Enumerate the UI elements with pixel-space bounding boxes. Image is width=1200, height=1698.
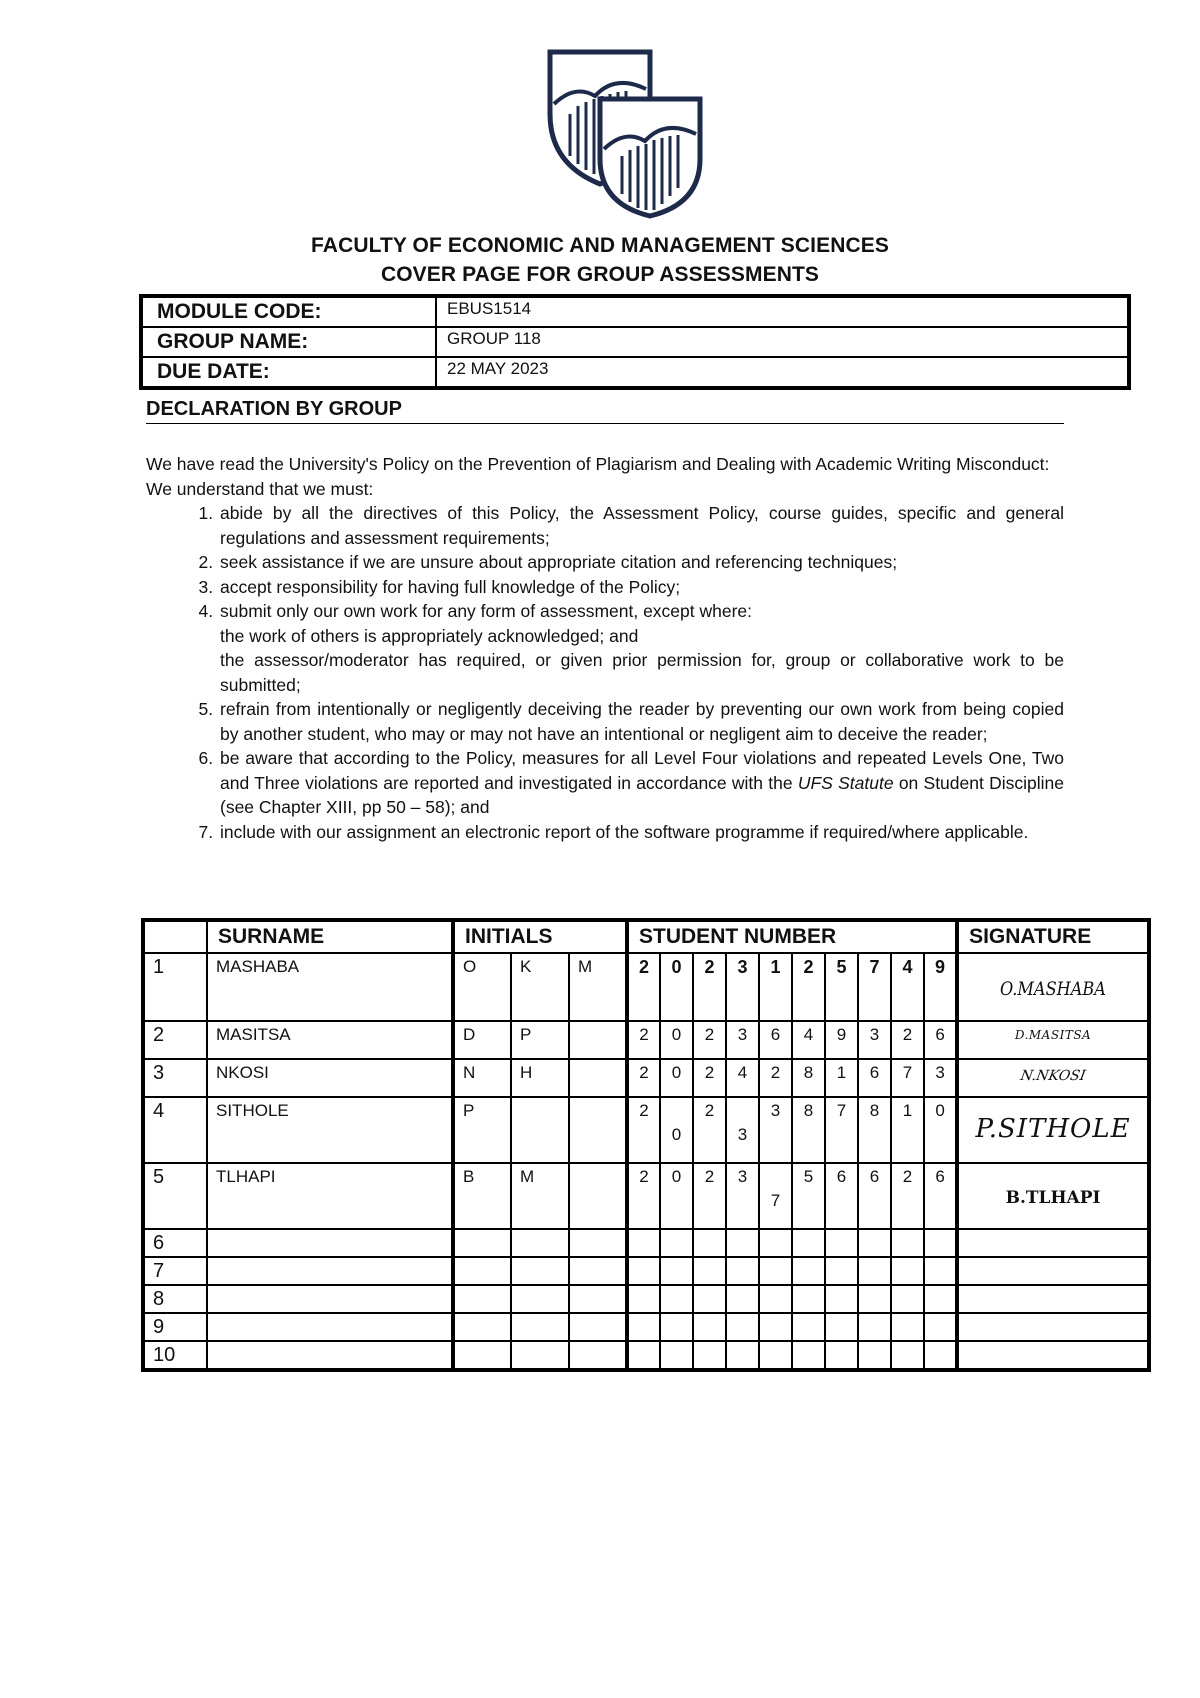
declaration-item-5: 5. refrain from intentionally or negligently deceiving the reader by preventing our own work from being copied by another student, who may or may not have an intentional or negligent aim to deceive the reader; [218,697,1064,746]
surname-cell: TLHAPI [207,1163,453,1229]
group-name-value: GROUP 118 [436,327,1129,357]
row-number: 1 [143,953,207,1021]
due-date-label: DUE DATE: [141,357,436,388]
empty-row [143,1285,1149,1313]
declaration-lead: We understand that we must: [146,478,374,499]
module-code-value: EBUS1514 [436,296,1129,327]
signature-cell [957,1163,1149,1229]
digit-cell: 0 [660,953,693,1021]
digit-cell: 2 [693,1163,726,1229]
row-number: 7 [143,1257,207,1285]
signature: N.NKOSI [1019,1068,1087,1084]
digit-cell: 7 [825,1097,858,1163]
digit-cell: 6 [825,1163,858,1229]
table-row [143,1097,1149,1163]
initial-cell [511,1097,569,1163]
digit-cell: 1 [891,1097,924,1163]
initial-cell [569,1097,627,1163]
initial-cell [569,1021,627,1059]
header-initials: INITIALS [453,920,627,953]
table-row [143,1163,1149,1229]
digit-cell: 2 [693,1021,726,1059]
digit-cell: 0 [660,1021,693,1059]
digit-cell: 0 [924,1097,957,1163]
declaration-item-7: 7. include with our assignment an electronic report of the software programme if required/where applicable. [218,820,1064,845]
digit-cell: 4 [792,1021,825,1059]
digit-cell: 2 [627,1059,660,1097]
digit-cell: 1 [759,953,792,1021]
digit-cell: 3 [726,1163,759,1229]
initial-cell: O [453,953,511,1021]
initial-cell: M [569,953,627,1021]
digit-cell: 3 [858,1021,891,1059]
digit-cell: 2 [693,1059,726,1097]
row-number: 3 [143,1059,207,1097]
digit-cell: 5 [792,1163,825,1229]
declaration-item-6 [218,746,1064,820]
ufs-statute-text: UFS Statute [797,772,894,793]
declaration-item-1: 1. abide by all the directives of this Policy, the Assessment Policy, course guides, specific and general regulations and assessment requirements; [218,501,1064,550]
initial-cell: B [453,1163,511,1229]
declaration-item-6-text: be aware that according to the Policy, measures for all Level Four violations and repeated Levels One, Two and Three violations are reported and investigated in accordance with the [220,748,1064,793]
digit-cell: 1 [825,1059,858,1097]
digit-cell: 8 [792,1097,825,1163]
initial-cell: D [453,1021,511,1059]
digit-cell: 4 [726,1059,759,1097]
surname-cell: NKOSI [207,1059,453,1097]
declaration-body [146,452,1064,844]
digit-cell [660,1097,693,1163]
header-signature: SIGNATURE [957,920,1149,953]
digit-cell: 9 [825,1021,858,1059]
group-members-table [141,918,1151,1372]
initial-cell: P [453,1097,511,1163]
digit-cell: 2 [693,953,726,1021]
digit-cell: 2 [627,1097,660,1163]
digit-cell: 3 [726,953,759,1021]
module-code-label: MODULE CODE: [141,296,436,327]
initial-cell [569,1163,627,1229]
empty-row [143,1341,1149,1370]
initial-cell: P [511,1021,569,1059]
declaration-item-6-rest: on Student Discipline (see Chapter XIII, pp 50 – 58); and [220,772,1064,817]
digit-cell: 2 [792,953,825,1021]
empty-row [143,1313,1149,1341]
header-number [143,920,207,953]
declaration-item-4-sub-2: the assessor/moderator has required, or given prior permission for, group or collaborative work to be submitted; [220,650,1064,695]
digit-cell: 4 [891,953,924,1021]
faculty-title: FACULTY OF ECONOMIC AND MANAGEMENT SCIENCES [311,234,889,257]
initial-cell: K [511,953,569,1021]
initial-cell: M [511,1163,569,1229]
surname-cell: SITHOLE [207,1097,453,1163]
signature: B.TLHAPI [1005,1188,1101,1208]
digit-cell [759,1163,792,1229]
digit-cell: 3 [759,1097,792,1163]
declaration-intro: We have read the University's Policy on the Prevention of Plagiarism and Dealing with Academic Writing Misconduct: [146,454,1050,474]
digit-value: 0 [671,1125,682,1144]
signature: P.SITHOLE [975,1114,1131,1144]
row-number: 6 [143,1229,207,1257]
university-crest-logo [540,44,710,219]
group-name-label: GROUP NAME: [141,327,436,357]
signature-cell [957,1097,1149,1163]
digit-cell: 0 [660,1059,693,1097]
empty-row [143,1229,1149,1257]
row-number: 5 [143,1163,207,1229]
digit-cell: 6 [858,1059,891,1097]
signature-cell [957,1021,1149,1059]
digit-cell [726,1097,759,1163]
digit-cell: 2 [627,953,660,1021]
empty-row [143,1257,1149,1285]
surname-cell: MASITSA [207,1021,453,1059]
table-row [143,1021,1149,1059]
declaration-list [146,501,1064,844]
header-student-number: STUDENT NUMBER [627,920,957,953]
signature-cell [957,953,1149,1021]
row-number: 4 [143,1097,207,1163]
due-date-value: 22 MAY 2023 [436,357,1129,388]
digit-cell: 6 [924,1163,957,1229]
declaration-item-4 [218,599,1064,697]
digit-cell: 8 [792,1059,825,1097]
module-info-table [139,294,1131,390]
signature-cell [957,1059,1149,1097]
digit-cell: 7 [858,953,891,1021]
digit-cell: 2 [627,1021,660,1059]
digit-cell: 3 [924,1059,957,1097]
digit-cell: 5 [825,953,858,1021]
digit-cell: 2 [693,1097,726,1163]
surname-cell: MASHABA [207,953,453,1021]
initial-cell: H [511,1059,569,1097]
digit-value: 7 [770,1191,781,1210]
cover-page-title: COVER PAGE FOR GROUP ASSESSMENTS [380,263,820,286]
digit-cell: 6 [759,1021,792,1059]
digit-cell: 6 [858,1163,891,1229]
header-surname: SURNAME [207,920,453,953]
row-number: 2 [143,1021,207,1059]
digit-cell: 0 [660,1163,693,1229]
initial-cell [569,1059,627,1097]
declaration-item-2: 2. seek assistance if we are unsure about appropriate citation and referencing techniques; [218,550,1064,575]
row-number: 8 [143,1285,207,1313]
digit-value: 3 [737,1125,748,1144]
initial-cell: N [453,1059,511,1097]
table-row [143,1059,1149,1097]
digit-cell: 2 [891,1163,924,1229]
digit-cell: 8 [858,1097,891,1163]
row-number: 10 [143,1341,207,1370]
declaration-heading: DECLARATION BY GROUP [146,398,1064,424]
declaration-item-3: 3. accept responsibility for having full knowledge of the Policy; [218,575,1064,600]
declaration-item-4-sub-1: the work of others is appropriately acknowledged; and [220,625,639,646]
digit-cell: 2 [759,1059,792,1097]
signature: D.MASITSA [1014,1028,1092,1042]
digit-cell: 9 [924,953,957,1021]
declaration-item-4-text: submit only our own work for any form of assessment, except where: [220,601,753,621]
table-row [143,953,1149,1021]
digit-cell: 3 [726,1021,759,1059]
digit-cell: 2 [891,1021,924,1059]
digit-cell: 6 [924,1021,957,1059]
row-number: 9 [143,1313,207,1341]
digit-cell: 2 [627,1163,660,1229]
signature: O.MASHABA [1000,978,1107,1000]
digit-cell: 7 [891,1059,924,1097]
